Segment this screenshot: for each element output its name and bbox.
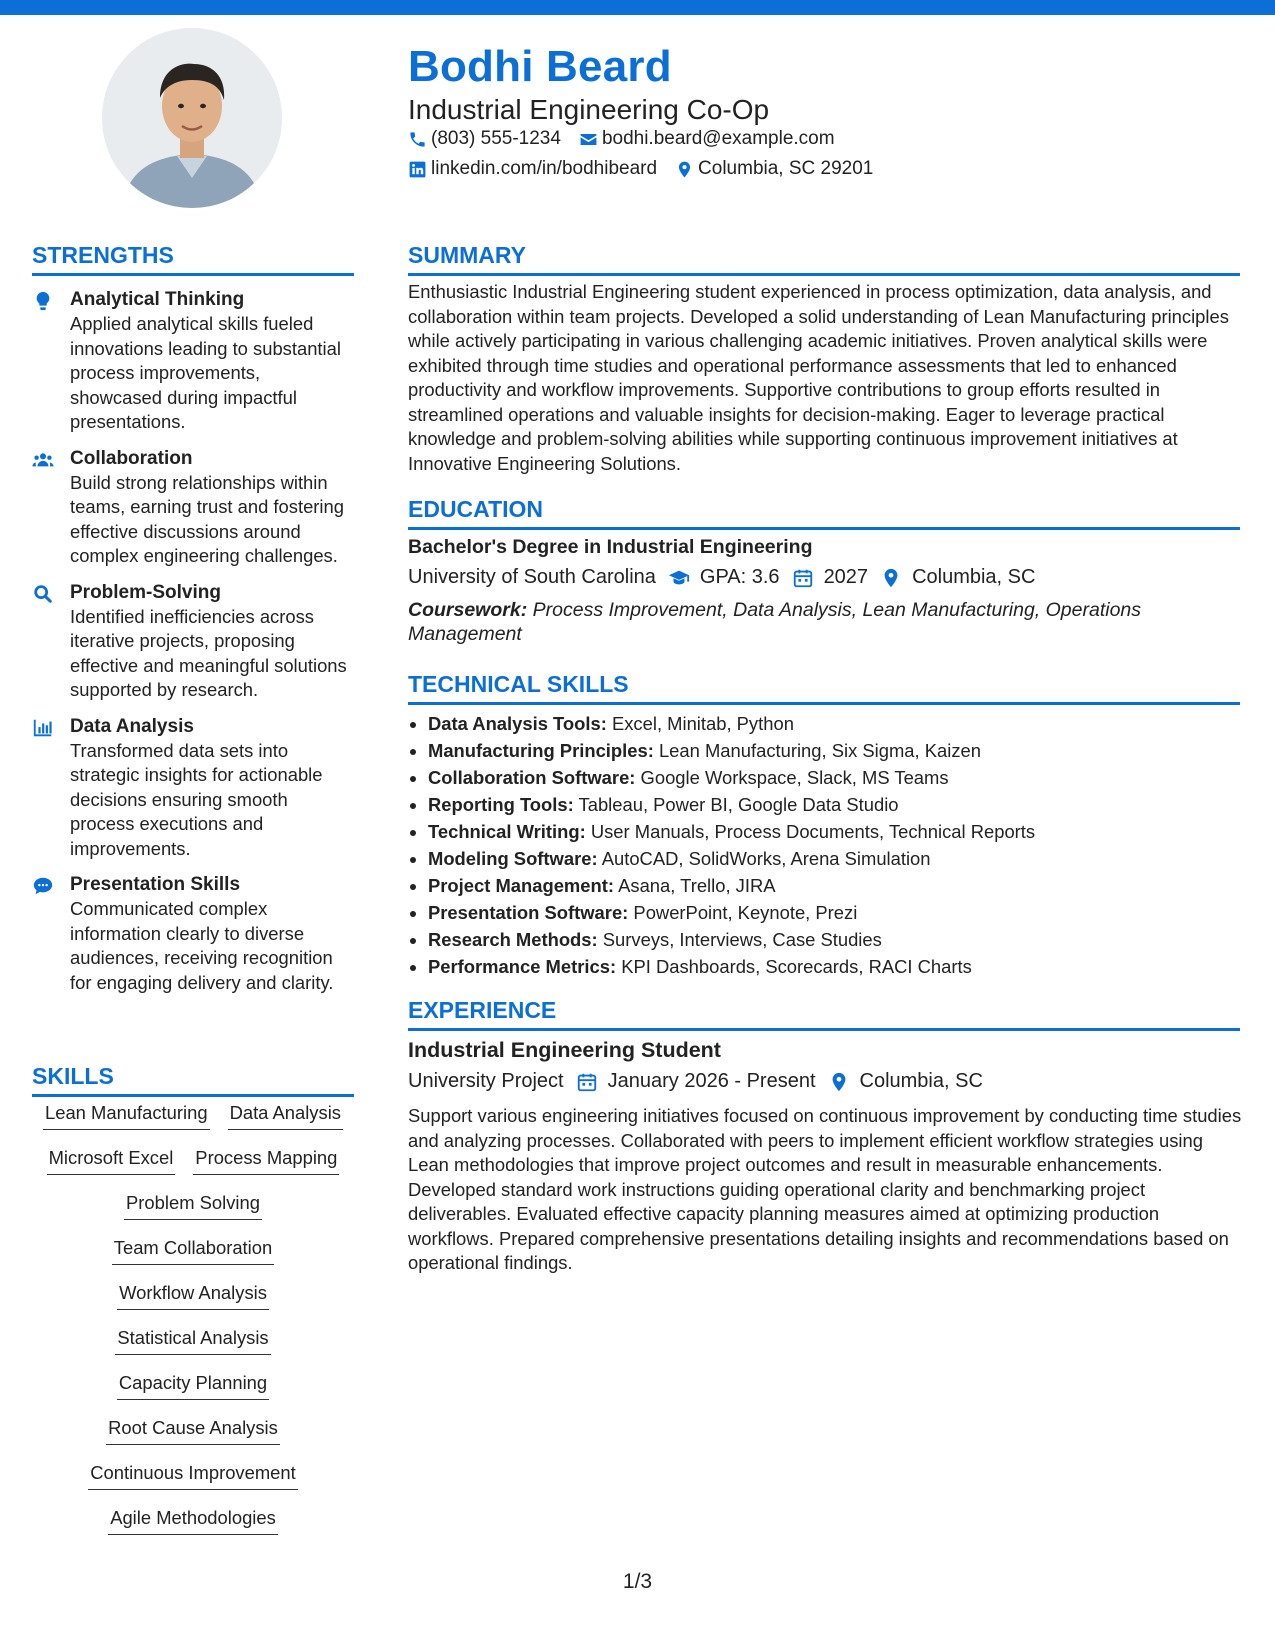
map-pin-icon [675,160,694,179]
experience-job-title: Industrial Engineering Student [408,1038,721,1062]
skill-tag: Capacity Planning [117,1370,269,1400]
linkedin-contact[interactable] [408,158,657,180]
phone-contact[interactable] [408,128,561,150]
education-meta [408,566,1047,589]
graduation-cap-icon [668,567,690,589]
skill-tag: Agile Methodologies [108,1505,278,1535]
contact-row-primary [408,128,853,150]
strength-title: Presentation Skills [70,874,241,895]
map-pin-icon [828,1071,850,1093]
experience-dates-text: January 2026 - Present [607,1070,816,1092]
email-text: bodhi.beard@example.com [601,128,835,149]
map-pin-icon [880,567,902,589]
skill-row [32,1190,354,1235]
location-text: Columbia, SC 29201 [698,158,874,179]
strength-item [32,581,354,703]
strengths-heading: STRENGTHS [32,242,354,276]
envelope-icon [579,130,598,149]
technical-skills-heading: TECHNICAL SKILLS [408,671,1240,705]
strength-description: Build strong relationships within teams, earning trust and fostering effective discussions around complex engineering challenges. [70,471,344,566]
list-item: • Presentation Software: PowerPoint, Keynote, Prezi [428,899,1035,926]
skill-tag: Lean Manufacturing [43,1100,210,1130]
skill-row [32,1145,354,1190]
strength-item [32,873,354,995]
profile-photo-icon [102,28,282,208]
list-item: • Data Analysis Tools: Excel, Minitab, Python [428,710,1035,737]
contact-row-secondary [408,158,891,180]
list-item: • Reporting Tools: Tableau, Power BI, Google Data Studio [428,791,1035,818]
strength-item [32,715,354,862]
users-icon [32,449,54,471]
strength-title: Analytical Thinking [70,289,245,310]
experience-location-text: Columbia, SC [859,1070,983,1092]
skill-tag: Problem Solving [124,1190,262,1220]
coursework [408,598,1228,646]
linkedin-icon [408,160,427,179]
skill-row [32,1235,354,1280]
skill-row [32,1460,354,1505]
strength-description: Identified inefficiencies across iterative projects, proposing effective and meaningful solutions supported by research. [70,605,347,700]
speech-bubble-icon [32,875,54,897]
job-title: Industrial Engineering Co-Op [408,94,770,125]
experience-description: Support various engineering initiatives focused on continuous improvement by conducting time studies and analyzing processes. Collaborated with peers to implement efficient workflow strategies using Lean methodologies that improve project outcomes and result in measurable enhancements. Developed standard work instructions guiding operational clarity and benchmarking project deliverables. Evaluated effective capacity planning measures aimed at optimizing production workflows. Prepared comprehensive presentations detailing insights and recommendations based on operational findings. [408,1105,1242,1273]
gpa [668,566,780,589]
phone-text: (803) 555-1234 [431,128,561,149]
experience-dates [576,1070,816,1093]
experience-heading: EXPERIENCE [408,997,1240,1031]
coursework-list: Process Improvement, Data Analysis, Lean Manufacturing, Operations Management [408,599,1142,645]
summary-text: Enthusiastic Industrial Engineering student experienced in process optimization, data analysis, and collaboration within team projects. Developed a solid understanding of Lean Manufacturing principles while actively participating in various challenging academic initiatives. Proven analytical skills were exhibited through time studies and operational performance assessments that led to enhanced productivity and workflow improvements. Supportive contributions to group efforts resulted in streamlined operations and valuable insights for decision-making. Eager to leverage practical knowledge and problem-solving abilities while supporting continuous improvement initiatives at Innovative Engineering Solutions. [408,281,1229,474]
skill-tag: Process Mapping [193,1145,339,1175]
strength-description: Communicated complex information clearly to diverse audiences, receiving recognition for engaging delivery and clarity. [70,898,334,993]
summary-heading: SUMMARY [408,242,1240,276]
strength-description: Applied analytical skills fueled innovations leading to substantial process improvements, showcased during impactful presentations. [70,313,341,432]
list-item: • Modeling Software: AutoCAD, SolidWorks, Arena Simulation [428,845,1035,872]
calendar-icon [576,1071,598,1093]
degree-title: Bachelor's Degree in Industrial Engineering [408,536,813,558]
linkedin-text: linkedin.com/in/bodhibeard [431,158,658,179]
location-contact [675,158,873,180]
skill-row [32,1325,354,1370]
strength-title: Data Analysis [70,715,194,737]
page-number: 1/3 [622,1570,653,1593]
strengths-list [32,288,354,1007]
experience-meta [408,1070,995,1093]
experience-org: University Project [408,1070,564,1092]
phone-icon [408,130,427,149]
skills-heading: SKILLS [32,1063,354,1097]
email-contact[interactable] [579,128,835,150]
education-heading: EDUCATION [408,496,1240,530]
skills-list [32,1100,354,1550]
candidate-name: Bodhi Beard [408,42,672,91]
graduation-year [792,566,869,589]
strength-description: Transformed data sets into strategic insights for actionable decisions ensuring smooth process executions and improvements. [70,739,323,859]
list-item: • Technical Writing: User Manuals, Process Documents, Technical Reports [428,818,1035,845]
calendar-icon [792,567,814,589]
skill-row [32,1415,354,1460]
school-name: University of South Carolina [408,566,656,588]
strength-item [32,447,354,569]
skill-tag: Statistical Analysis [115,1325,270,1355]
list-item: • Performance Metrics: KPI Dashboards, Scorecards, RACI Charts [428,953,1035,980]
year-text: 2027 [823,566,869,588]
strength-item [32,288,354,435]
list-item: • Research Methods: Surveys, Interviews, Case Studies [428,926,1035,953]
bar-chart-icon [32,717,54,739]
list-item: • Manufacturing Principles: Lean Manufacturing, Six Sigma, Kaizen [428,737,1035,764]
experience-location [828,1070,983,1093]
avatar [102,28,282,208]
skill-row [32,1505,354,1550]
search-icon [32,583,54,605]
list-item: • Project Management: Asana, Trello, JIRA [428,872,1035,899]
coursework-label: Coursework: [408,599,528,621]
strength-title: Collaboration [70,447,193,469]
education-location-text: Columbia, SC [912,566,1036,588]
skill-tag: Data Analysis [228,1100,343,1130]
lightbulb-icon [32,290,54,312]
strength-title: Problem-Solving [70,581,221,603]
list-item: • Collaboration Software: Google Workspace, Slack, MS Teams [428,764,1035,791]
top-accent-bar [0,0,1275,15]
gpa-text: GPA: 3.6 [699,566,780,588]
skill-row [32,1100,354,1145]
skill-row [32,1370,354,1415]
skill-tag: Team Collaboration [112,1235,274,1265]
skill-tag: Microsoft Excel [47,1145,176,1175]
technical-skills-list [408,710,1035,980]
skill-tag: Root Cause Analysis [106,1415,280,1445]
education-location [880,566,1035,589]
skill-row [32,1280,354,1325]
skill-tag: Workflow Analysis [117,1280,269,1310]
skill-tag: Continuous Improvement [88,1460,297,1490]
